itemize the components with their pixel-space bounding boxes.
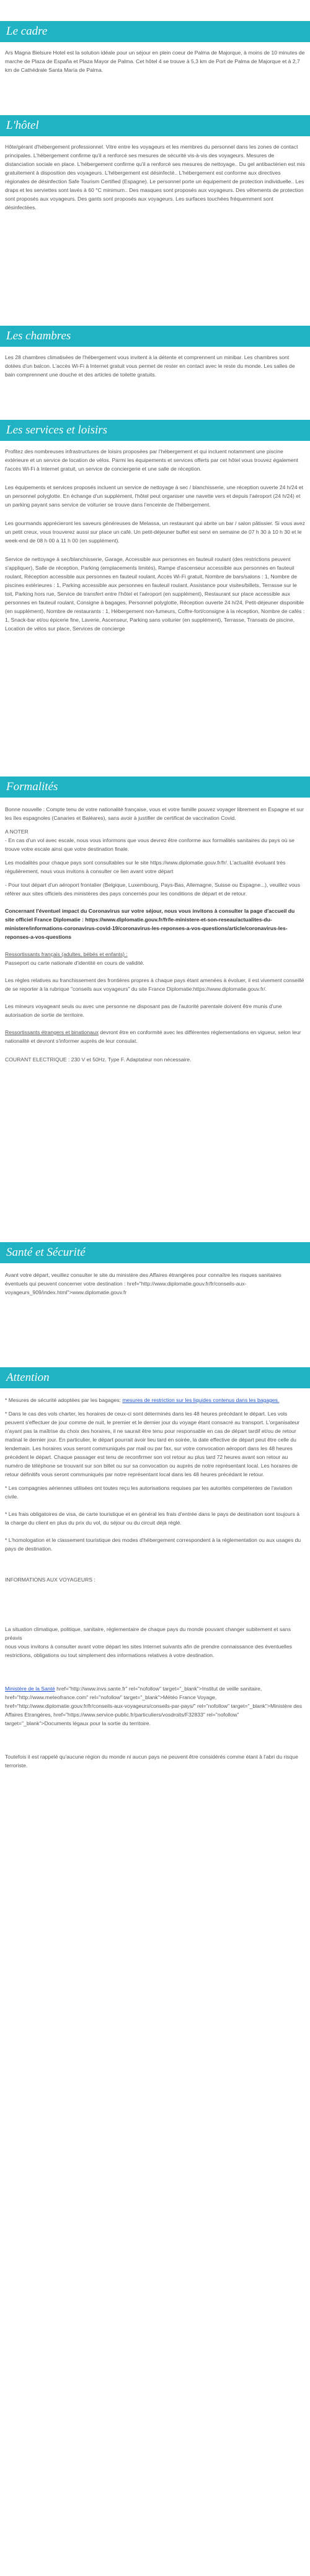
formalites-p2: - En cas d'un vol avec escale, nous vous informons que vous devrez être conforme aux formalités sanitaires du pays où se trouve votre escale ainsi que votre destination finale.	[5, 837, 294, 852]
section-services	[0, 420, 310, 638]
formalites-p4: - Pour tout départ d'un aéroport frontalier (Belgique, Luxembourg, Pays-Bas, Allemagne, Suisse ou Espagne...), veuillez vous référer aux sites officiels des ministères des pays concernés pour les conditions de départ et de retour.	[5, 882, 300, 897]
formalites-p10: COURANT ELECTRIQUE : 230 V et 50Hz. Type F. Adaptateur non nécessaire.	[5, 1056, 192, 1063]
section-title-formalites: Formalités	[0, 777, 310, 798]
formalites-p3: Les modalités pour chaque pays sont consultables sur le site https://www.diplomatie.gouv.fr/fr/. L'actualité évoluant très régulièrement, nous vous invitons à consulter ce lien avant votre départ	[5, 859, 286, 874]
services-p3: Les gourmands apprécieront les saveurs généreuses de Melassa, un restaurant qui abrite un bar / salon pâtissier. Si vous avez un petit creux, vous trouverez aussi sur place un café. Un petit-déjeuner buffet est servi en semaine de 07 h 30 à 10 h 30 et le week-end de 08 h 00 à 11 h 00 (en supplément).	[5, 520, 305, 544]
section-formalites	[0, 777, 310, 1069]
attention-p6: La situation climatique, politique, sanitaire, réglementaire de chaque pays du monde pouvant changer subitement et sans préavis	[5, 1626, 291, 1641]
attention-p1: * Mesures de sécurité adoptées par les bagages:	[5, 1397, 123, 1403]
attention-p8: href="http://www.invs.sante.fr" rel="nofollow" target="_blank">Institut de veille sanitaire, href="http://www.meteofrance.com" rel="nofollow" target="_blank">Météo France Voyage, href="http://www.diplomatie.gouv.fr/fr/conseils-aux-voyageurs/conseils-par-pays/" rel="nofollow" target="_blank">Ministère des Affaires Etrangères, href="https://www.service-public.fr/particuliers/vosdroits/F32833" rel="nofollow" target="_blank">Documents légaux pour la sortie du territoire.	[5, 1686, 303, 1726]
attention-p9: Toutefois il est rappelé qu'aucune région du monde ni aucun pays ne peuvent être considérés comme étant à l'abri du risque terroriste.	[5, 1754, 298, 1769]
liquids-restriction-link[interactable]: mesures de restriction sur les liquides contenus dans les bagages.	[122, 1397, 280, 1403]
section-title-chambres: Les chambres	[0, 326, 310, 347]
section-title-cadre: Le cadre	[0, 21, 310, 42]
formalites-p9: devront être en conformité avec les différentes réglementations en vigueur, selon leur nationalité et devront s'informer auprès de leur consulat.	[5, 1029, 301, 1044]
section-title-hotel: L'hôtel	[0, 115, 310, 136]
section-sante	[0, 1242, 310, 1302]
formalites-p8: Les mineurs voyageant seuls ou avec une personne ne disposant pas de l'autorité parentale doivent être munis d'une autorisation de sortie de territoire.	[5, 1003, 282, 1018]
services-p4: Service de nettoyage à sec/blanchisserie, Garage, Accessible aux personnes en fauteuil roulant (des restrictions peuvent s'appliquer), Salle de réception, Parking (emplacements limités), Rampe d'ascenseur accessible aux personnes en fauteuil roulant, Réception accessible aux personnes en fauteuil roulant, Accès Wi-Fi gratuit, Nombre de bars/salons : 1, Nombre de piscines extérieures : 1, Parking accessible aux personnes en fauteuil roulant, Assistance pour visites/billets, Terrasse sur le toit, Parking hors rue, Service de transfert entre l'hôtel et l'aéroport (en supplément), Restaurant sur place accessible aux personnes en fauteuil roulant, Consigne à bagages, Personnel polyglotte, Réception ouverte 24 h/24, Petit-déjeuner disponible (en supplément), Nombre de restaurants : 1, Hébergement non-fumeurs, Coffre-fort/consigne à la réception, Nombre de cafés : 1, Snack-bar et/ou épicerie fine, Laverie, Ascenseur, Parking sans voiturier (en supplément), Terrasse, Transats de piscine, Location de vélos sur place, Services de concierge	[5, 556, 305, 632]
formalites-p5: Concernant l'éventuel impact du Coronavirus sur votre séjour, nous vous invitons à consulter la page d'accueil du site officiel France Diplomatie : https://www.diplomatie.gouv.fr/fr/le-ministere-et-son-reseau/actualites-du-ministere/informations-coronavirus-covid-19/coronavirus-les-reponses-a-vos-questions/article/coronavirus-les-reponses-a-vos-questions	[5, 908, 295, 940]
attention-p7: nous vous invitons à consulter avant votre départ les sites Internet suivants afin de prendre connaissance des éventuelles restrictions, obligations ou tout simplement des informations relatives à votre destination.	[5, 1643, 292, 1658]
formalites-p6: Passeport ou carte nationale d'identité en cours de validité.	[5, 960, 144, 966]
section-title-services: Les services et loisirs	[0, 420, 310, 441]
formalites-p6-label: Ressortissants français (adultes, bébés et enfants) :	[5, 951, 128, 957]
formalites-p9-label: Ressortissants étrangers et binationaux	[5, 1029, 99, 1035]
formalites-p1: Bonne nouvelle : Compte tenu de votre nationalité française, vous et votre famille pouvez voyager librement en Espagne et sur les îles espagnoles (Canaries et Baléares), sans avoir à justifier de certificat de vaccination Covid.	[5, 806, 304, 821]
sante-text: Avant votre départ, veuillez consulter le site du ministère des Affaires étrangères pour connaître les risques sanitaires éventuels qui peuvent concerner votre destination : href="http://www.diplomatie.gouv.fr/fr/conseils-aux-voyageurs_909/index.html">www.diplomatie.gouv.fr	[5, 1272, 281, 1295]
section-title-sante: Santé et Sécurité	[0, 1242, 310, 1263]
cadre-text: Ars Magna Bielsure Hotel est la solution idéale pour un séjour en plein coeur de Palma de Majorque, à moins de 10 minutes de marche de Plaza de España et Plaza Mayor de Palma. Cet hôtel 4 se trouve à 5,3 km de Port de Palma de Majorque et à 2,7 km de Cathédrale Santa María de Palma.	[5, 50, 305, 73]
services-p2: Les équipements et services proposés incluent un service de nettoyage à sec / blanchisserie, une réception ouverte 24 h/24 et un personnel polyglotte. En échange d'un supplément, l'hôtel peut organiser une navette vers et depuis l'aéroport (24 h/24) et un parking payant sans service de voiturier se trouve dans l'enceinte de l'hébergement.	[5, 484, 304, 508]
attention-info-title: INFORMATIONS AUX VOYAGEURS :	[5, 1577, 95, 1583]
ministere-sante-link[interactable]: Ministère de la Santé	[5, 1686, 55, 1692]
attention-p5: * L'homologation et le classement touristique des modes d'hébergement correspondent à la réglementation ou aux usages du pays de destination.	[5, 1537, 301, 1552]
formalites-p7: Les règles relatives au franchissement des frontières propres à chaque pays étant amenées à évoluer, il est vivement conseillé de se reporter à la rubrique "conseils aux voyageurs" du site France Diplomatie:https://www.diplomatie.gouv.fr/.	[5, 977, 304, 992]
attention-p4: * Les frais obligatoires de visa, de carte touristique et en général les frais d'entrée dans le pays de destination sont toujours à la charge du client en plus du prix du vol, du séjour ou du circuit déjà réglé.	[5, 1511, 300, 1526]
section-attention	[0, 1367, 310, 1775]
section-cadre	[0, 21, 310, 79]
chambres-text: Les 28 chambres climatisées de l'hébergement vous invitent à la détente et comprennent un minibar. Les chambres sont dotées d'un balcon. L'accès Wi-Fi à Internet gratuit vous permet de rester en contact avec le reste du monde. Les salles de bain comprennent une douche et des articles de toilette gratuits.	[5, 354, 295, 378]
section-chambres	[0, 326, 310, 384]
formalites-nota: A NOTER	[5, 829, 29, 835]
attention-p2: * Dans le cas des vols charter, les horaires de ceux-ci sont déterminés dans les 48 heures précédant le départ. Les vols peuvent s'effectuer de jour comme de nuit, le premier et le dernier jour du voyage étant consacré au transport. L'organisateur n'ayant pas la maîtrise du choix des horaires, il ne saurait être tenu pour responsable en cas de départ tardif et/ou de retour matinal le dernier jour. En particulier, le départ pourrait avoir lieu tard en soirée, la date effective de départ peut être celle du lendemain. Les horaires vous seront communiqués par mail ou par fax, sur votre convocation aéroport dans les 48 heures précédent le départ. Chaque passager est tenu de reconfirmer son vol retour au plus tard 72 heures avant son retour au numéro de téléphone se trouvant sur son billet ou sur sa convocation ou auprès de notre représentant local. Les horaires de retour définitifs vous seront communiqués par notre représentant local dans les 48 heures précédant le retour.	[5, 1411, 300, 1477]
section-hotel	[0, 115, 310, 217]
hotel-text: Hôte/gérant d'hébergement professionnel. Vitre entre les voyageurs et les membres du personnel dans les zones de contact principales. L'hébergement confirme qu'il a renforcé ses mesures de sécurité vis-à-vis des voyageurs. Mesures de distanciation sociale en place. L'hébergement confirme qu'il a renforcé ses mesures de nettoyage.. Du gel antibactérien est mis gratuitement à disposition des voyageurs. L'hébergement est désinfecté.. L'hébergement est conforme aux directives régionales de désinfection Safe Tourism Certified (Espagne). Le personnel porte un équipement de protection individuelle.. Les draps et les serviettes sont lavés à 60 °C minimum.. Des masques sont proposés aux voyageurs. Des vêtements de protection sont proposés aux voyageurs. Des gants sont proposés aux voyageurs. Les surfaces touchées fréquemment sont désinfectées.	[5, 144, 305, 211]
section-title-attention: Attention	[0, 1367, 310, 1388]
services-p1: Profitez des nombreuses infrastructures de loisirs proposées par l'hébergement et qui incluent notamment une piscine extérieure et un service de location de vélos. Parmi les équipements et services offerts par cet hôtel vous trouvez également l'accès Wi-Fi à Internet gratuit, un service de conciergerie et une salle de réception.	[5, 448, 298, 472]
attention-p3: * Les compagnies aériennes utilisées ont toutes reçu les autorisations requises par les autorités compétentes de l'aviation civile.	[5, 1485, 293, 1500]
